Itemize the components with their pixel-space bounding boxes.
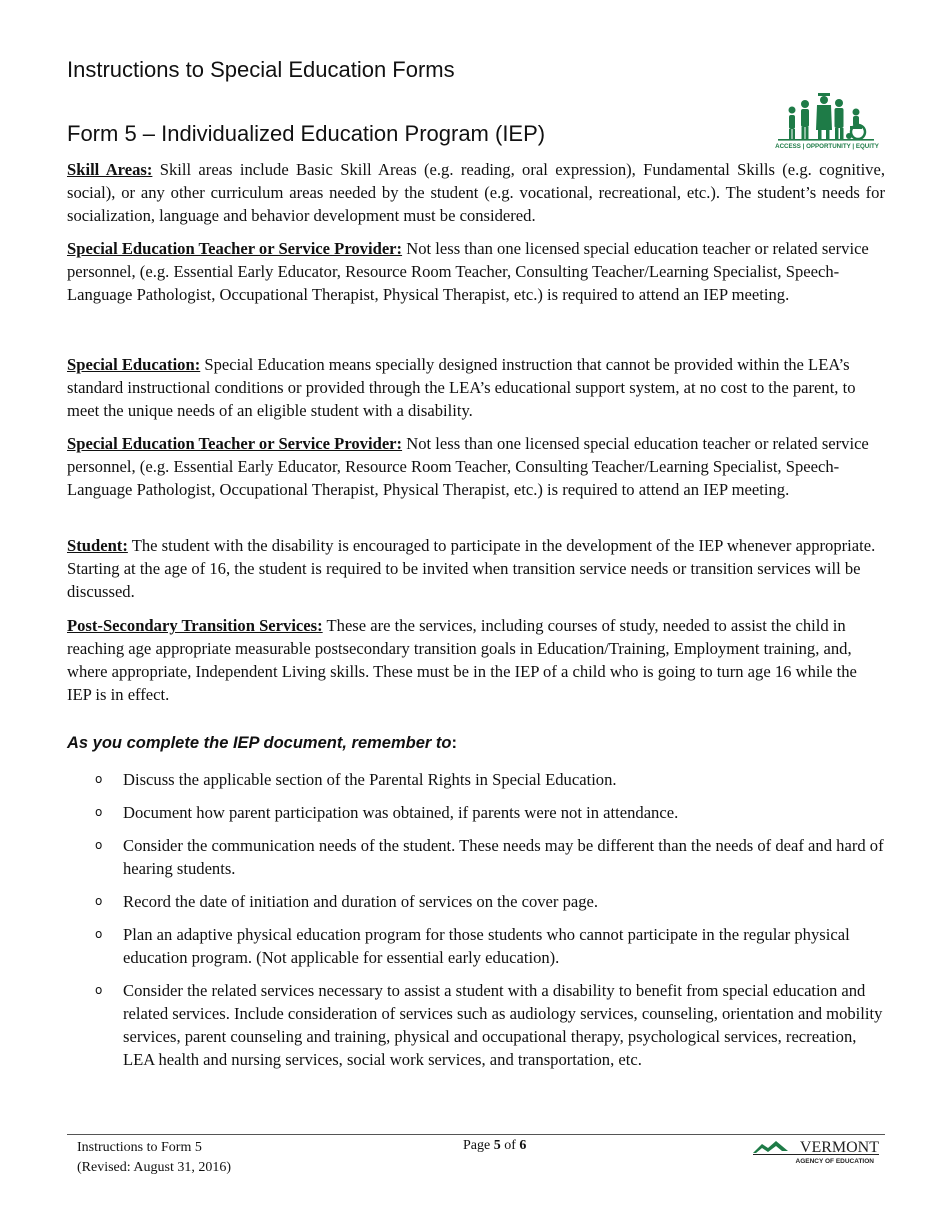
vermont-agency-logo <box>752 1136 880 1166</box>
section-text: Special Education means specially designed instruction that cannot be provided within the LEA’s standard instructional conditions or provided through the LEA’s educational support system, at no cost to the parent, to meet the unique needs of an eligible student with a disability. <box>67 355 856 420</box>
footer-form-info <box>77 1138 231 1178</box>
section-teacher-provider-1 <box>67 237 885 306</box>
section-text: Skill areas include Basic Skill Areas (e.g. reading, oral expression), Fundamental Skills (e.g. cognitive, social), or any other curriculum areas needed by the student (e.g. vocational, recreational, etc.). The student’s needs for socialization, language and behavior development must be considered. <box>67 160 885 225</box>
section-term: Special Education Teacher or Service Provider: <box>67 434 403 453</box>
of-word: of <box>504 1138 516 1153</box>
list-item-text: Consider the related services necessary to assist a student with a disability to benefit from special education and related services. Include consideration of services such as audiology services, counseling, orientation and mobility services, parent counseling and training, physical and occupational therapy, psychological services, recreation, LEA health and nursing services, social work services, and transportation, etc. <box>123 981 883 1069</box>
page-number <box>463 1138 526 1154</box>
list-item <box>67 890 885 913</box>
list-item <box>67 834 885 880</box>
document-title: Instructions to Special Education Forms <box>67 57 455 82</box>
bullet-circle-icon: o <box>95 772 103 786</box>
section-term: Student: <box>67 536 128 555</box>
footer-revised-date: (Revised: August 31, 2016) <box>77 1160 231 1175</box>
list-item-text: Discuss the applicable section of the Parental Rights in Special Education. <box>123 770 617 789</box>
footer-form-name: Instructions to Form 5 <box>77 1140 202 1155</box>
list-item <box>67 768 885 791</box>
bullet-circle-icon: o <box>95 927 103 941</box>
section-special-education <box>67 353 885 422</box>
section-post-secondary <box>67 614 885 706</box>
section-term: Post-Secondary Transition Services: <box>67 616 323 635</box>
current-page: 5 <box>493 1138 501 1153</box>
section-student <box>67 534 885 603</box>
bullet-circle-icon: o <box>95 838 103 852</box>
total-pages: 6 <box>519 1138 527 1153</box>
list-item-text: Document how parent participation was obtained, if parents were not in attendance. <box>123 803 679 822</box>
page-word: Page <box>463 1138 491 1153</box>
remember-heading <box>67 734 457 753</box>
section-text: The student with the disability is encouraged to participate in the development of the IEP whenever appropriate. Starting at the age of 16, the student is required to be invited when transition service needs or transition services will be discussed. <box>67 536 876 601</box>
list-item <box>67 923 885 969</box>
section-term: Special Education: <box>67 355 201 374</box>
bullet-circle-icon: o <box>95 805 103 819</box>
logo-tagline: ACCESS | OPPORTUNITY | EQUITY <box>775 143 879 150</box>
list-item-text: Consider the communication needs of the student. These needs may be different than the needs of deaf and hard of hearing students. <box>123 836 884 878</box>
bullet-circle-icon: o <box>95 983 103 997</box>
section-term: Skill Areas: <box>67 160 153 179</box>
footer-divider <box>67 1134 885 1135</box>
list-item <box>67 979 885 1071</box>
list-item <box>67 801 885 824</box>
section-text: Not less than one licensed special education teacher or related service personnel, (e.g. Essential Early Educator, Resource Room Teacher, Consulting Teacher/Learning Specialist, Speech-Language Pathologist, Occupational Therapist, Physical Therapist, etc.) is required to attend an IEP meeting. <box>67 239 869 304</box>
agency-name: VERMONT <box>799 1139 879 1156</box>
access-opportunity-equity-logo <box>772 90 882 152</box>
remember-list <box>67 768 885 1081</box>
section-term: Special Education Teacher or Service Provider: <box>67 239 403 258</box>
section-text: Not less than one licensed special education teacher or related service personnel, (e.g. Essential Early Educator, Resource Room Teacher, Consulting Teacher/Learning Specialist, Speech-Language Pathologist, Occupational Therapist, Physical Therapist, etc.) is required to attend an IEP meeting. <box>67 434 869 499</box>
section-text: These are the services, including courses of study, needed to assist the child in reaching age appropriate measurable postsecondary transition goals in Education/Training, Employment training, and, where appropriate, Independent Living skills. These must be in the IEP of a child who is going to turn age 16 while the IEP is in effect. <box>67 616 857 704</box>
section-teacher-provider-2 <box>67 432 885 501</box>
remember-colon: : <box>451 734 457 752</box>
list-item-text: Plan an adaptive physical education program for those students who cannot participate in the regular physical education program. (Not applicable for essential early education). <box>123 925 850 967</box>
bullet-circle-icon: o <box>95 894 103 908</box>
section-skill-areas <box>67 158 885 227</box>
list-item-text: Record the date of initiation and duration of services on the cover page. <box>123 892 599 911</box>
agency-subtitle: AGENCY OF EDUCATION <box>795 1158 874 1165</box>
remember-heading-text: As you complete the IEP document, remember to <box>67 734 452 752</box>
form-title: Form 5 – Individualized Education Program (IEP) <box>67 121 546 146</box>
